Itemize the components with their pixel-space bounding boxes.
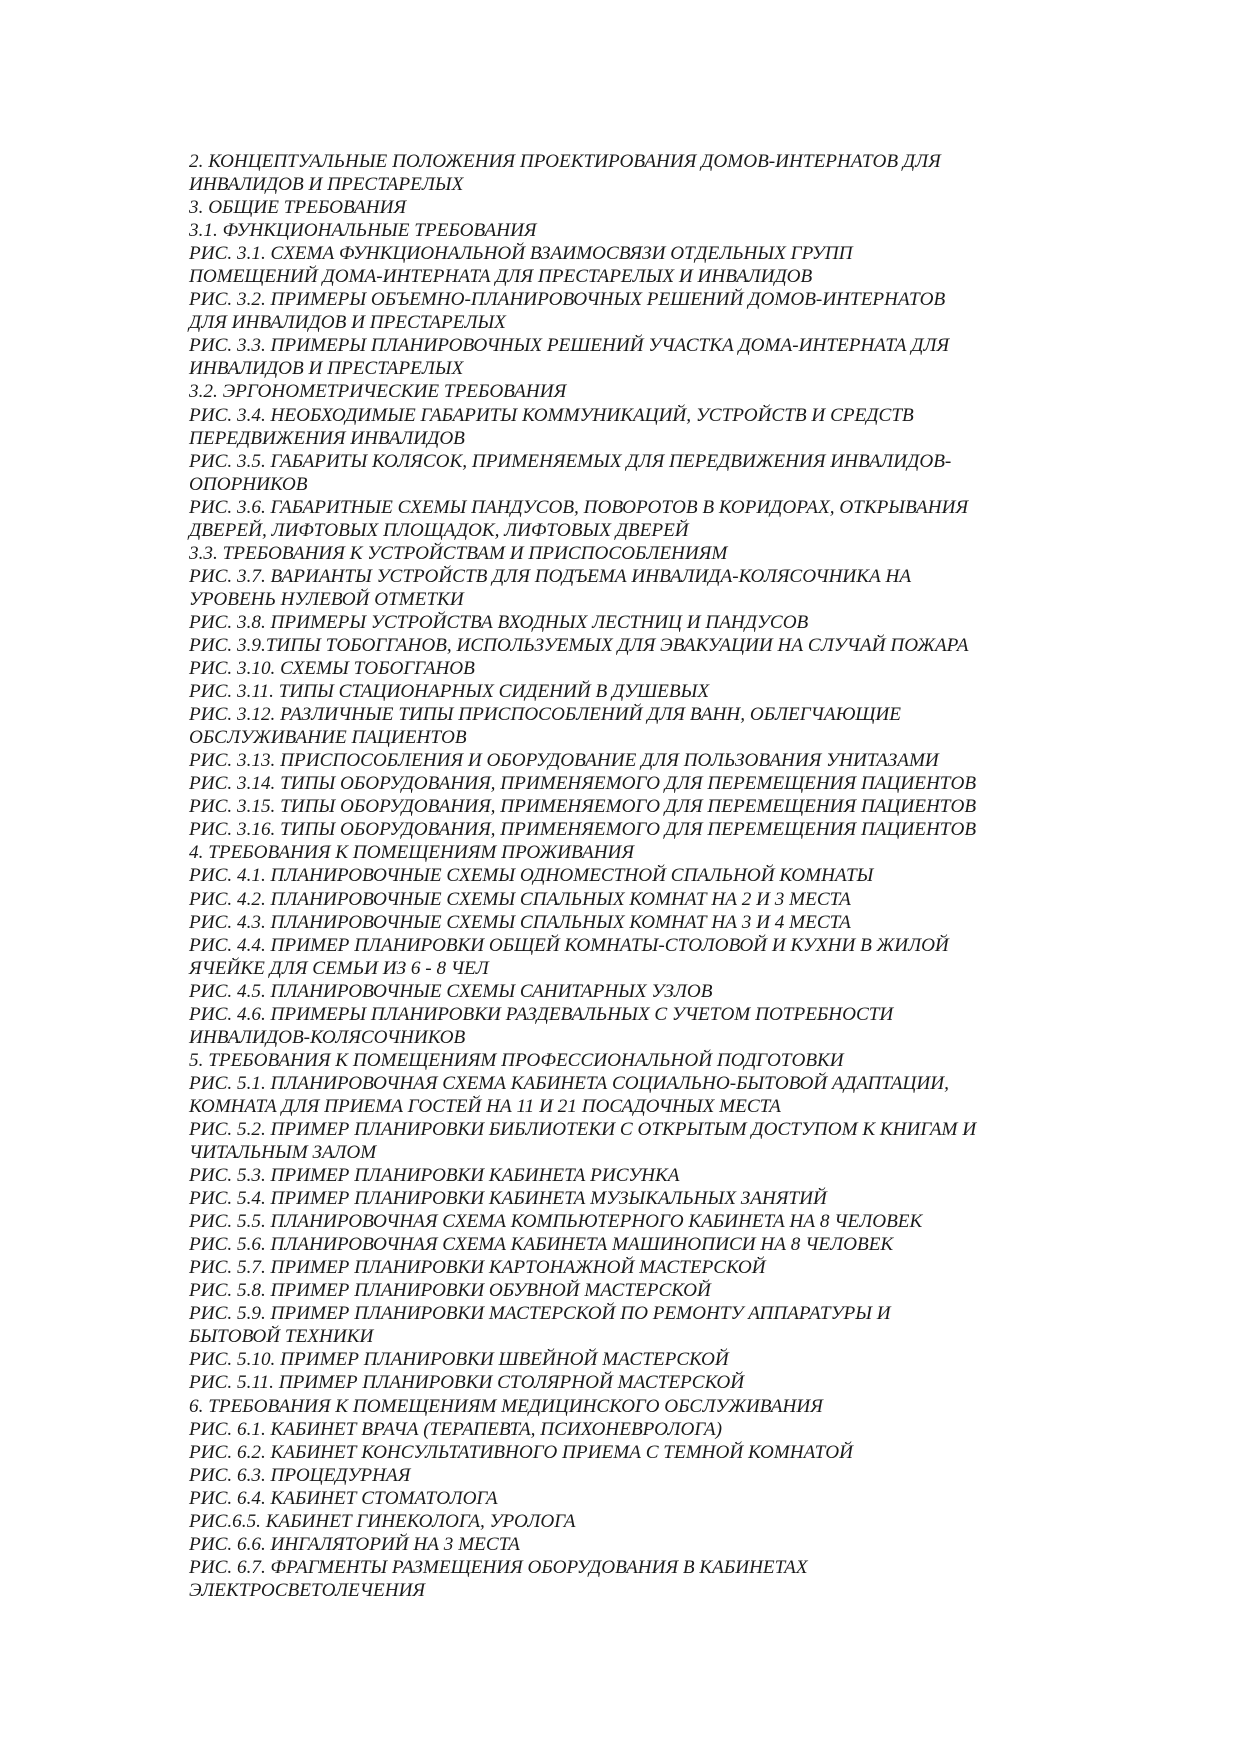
toc-line: РИС. 4.1. ПЛАНИРОВОЧНЫЕ СХЕМЫ ОДНОМЕСТНОЙ СПАЛЬНОЙ КОМНАТЫ (189, 865, 874, 887)
toc-line: РИС. 3.10. СХЕМЫ ТОБОГГАНОВ (189, 658, 475, 680)
toc-line: 6. ТРЕБОВАНИЯ К ПОМЕЩЕНИЯМ МЕДИЦИНСКОГО ОБСЛУЖИВАНИЯ (189, 1395, 823, 1417)
toc-line: РИС. 6.2. КАБИНЕТ КОНСУЛЬТАТИВНОГО ПРИЕМА С ТЕМНОЙ КОМНАТОЙ (189, 1441, 853, 1463)
toc-line: РИС. 3.3. ПРИМЕРЫ ПЛАНИРОВОЧНЫХ РЕШЕНИЙ УЧАСТКА ДОМА-ИНТЕРНАТА ДЛЯ (189, 335, 950, 357)
toc-line: ИНВАЛИДОВ-КОЛЯСОЧНИКОВ (189, 1026, 466, 1048)
toc-line: РИС. 3.13. ПРИСПОСОБЛЕНИЯ И ОБОРУДОВАНИЕ ДЛЯ ПОЛЬЗОВАНИЯ УНИТАЗАМИ (189, 750, 939, 772)
toc-line: РИС. 3.15. ТИПЫ ОБОРУДОВАНИЯ, ПРИМЕНЯЕМОГО ДЛЯ ПЕРЕМЕЩЕНИЯ ПАЦИЕНТОВ (189, 796, 977, 818)
toc-line: РИС. 3.6. ГАБАРИТНЫЕ СХЕМЫ ПАНДУСОВ, ПОВОРОТОВ В КОРИДОРАХ, ОТКРЫВАНИЯ (189, 496, 969, 518)
toc-line: РИС. 5.3. ПРИМЕР ПЛАНИРОВКИ КАБИНЕТА РИСУНКА (189, 1165, 680, 1187)
toc-line: ОБСЛУЖИВАНИЕ ПАЦИЕНТОВ (189, 727, 467, 749)
toc-line: РИС. 4.2. ПЛАНИРОВОЧНЫЕ СХЕМЫ СПАЛЬНЫХ КОМНАТ НА 2 И 3 МЕСТА (189, 888, 851, 910)
toc-line: РИС. 3.12. РАЗЛИЧНЫЕ ТИПЫ ПРИСПОСОБЛЕНИЙ ДЛЯ ВАНН, ОБЛЕГЧАЮЩИЕ (189, 704, 901, 726)
toc-line: ЧИТАЛЬНЫМ ЗАЛОМ (189, 1142, 377, 1164)
toc-line: РИС. 5.7. ПРИМЕР ПЛАНИРОВКИ КАРТОНАЖНОЙ МАСТЕРСКОЙ (189, 1257, 766, 1279)
toc-line: ПОМЕЩЕНИЙ ДОМА-ИНТЕРНАТА ДЛЯ ПРЕСТАРЕЛЫХ И ИНВАЛИДОВ (189, 266, 813, 288)
toc-line: БЫТОВОЙ ТЕХНИКИ (189, 1326, 374, 1348)
toc-line: РИС. 6.3. ПРОЦЕДУРНАЯ (189, 1464, 411, 1486)
toc-line: РИС. 6.7. ФРАГМЕНТЫ РАЗМЕЩЕНИЯ ОБОРУДОВАНИЯ В КАБИНЕТАХ (189, 1556, 808, 1578)
toc-line: ДВЕРЕЙ, ЛИФТОВЫХ ПЛОЩАДОК, ЛИФТОВЫХ ДВЕРЕЙ (189, 519, 689, 541)
toc-line: РИС. 6.4. КАБИНЕТ СТОМАТОЛОГА (189, 1487, 498, 1509)
toc-line: ПЕРЕДВИЖЕНИЯ ИНВАЛИДОВ (189, 427, 465, 449)
toc-line: РИС. 5.2. ПРИМЕР ПЛАНИРОВКИ БИБЛИОТЕКИ С ОТКРЫТЫМ ДОСТУПОМ К КНИГАМ И (189, 1118, 977, 1140)
toc-line: РИС. 4.6. ПРИМЕРЫ ПЛАНИРОВКИ РАЗДЕВАЛЬНЫХ С УЧЕТОМ ПОТРЕБНОСТИ (189, 1003, 894, 1025)
toc-line: РИС. 5.6. ПЛАНИРОВОЧНАЯ СХЕМА КАБИНЕТА МАШИНОПИСИ НА 8 ЧЕЛОВЕК (189, 1234, 894, 1256)
toc-line: РИС. 3.2. ПРИМЕРЫ ОБЪЕМНО-ПЛАНИРОВОЧНЫХ РЕШЕНИЙ ДОМОВ-ИНТЕРНАТОВ (189, 289, 946, 311)
toc-line: РИС. 3.7. ВАРИАНТЫ УСТРОЙСТВ ДЛЯ ПОДЪЕМА ИНВАЛИДА-КОЛЯСОЧНИКА НА (189, 565, 912, 587)
toc-line: РИС. 3.14. ТИПЫ ОБОРУДОВАНИЯ, ПРИМЕНЯЕМОГО ДЛЯ ПЕРЕМЕЩЕНИЯ ПАЦИЕНТОВ (189, 773, 977, 795)
toc-line: РИС. 3.11. ТИПЫ СТАЦИОНАРНЫХ СИДЕНИЙ В ДУШЕВЫХ (189, 681, 710, 703)
toc-line: РИС. 4.4. ПРИМЕР ПЛАНИРОВКИ ОБЩЕЙ КОМНАТЫ-СТОЛОВОЙ И КУХНИ В ЖИЛОЙ (189, 934, 949, 956)
toc-line: РИС. 5.9. ПРИМЕР ПЛАНИРОВКИ МАСТЕРСКОЙ ПО РЕМОНТУ АППАРАТУРЫ И (189, 1303, 891, 1325)
toc-line: РИС. 3.8. ПРИМЕРЫ УСТРОЙСТВА ВХОДНЫХ ЛЕСТНИЦ И ПАНДУСОВ (189, 611, 809, 633)
toc-line: КОМНАТА ДЛЯ ПРИЕМА ГОСТЕЙ НА 11 И 21 ПОСАДОЧНЫХ МЕСТА (189, 1095, 781, 1117)
toc-line: РИС. 6.1. КАБИНЕТ ВРАЧА (ТЕРАПЕВТА, ПСИХОНЕВРОЛОГА) (189, 1418, 722, 1440)
toc-line: 3.2. ЭРГОНОМЕТРИЧЕСКИЕ ТРЕБОВАНИЯ (189, 381, 567, 403)
toc-line: РИС. 3.16. ТИПЫ ОБОРУДОВАНИЯ, ПРИМЕНЯЕМОГО ДЛЯ ПЕРЕМЕЩЕНИЯ ПАЦИЕНТОВ (189, 819, 977, 841)
toc-line: ОПОРНИКОВ (189, 473, 308, 495)
toc-line: ИНВАЛИДОВ И ПРЕСТАРЕЛЫХ (189, 358, 464, 380)
toc-line: 2. КОНЦЕПТУАЛЬНЫЕ ПОЛОЖЕНИЯ ПРОЕКТИРОВАНИЯ ДОМОВ-ИНТЕРНАТОВ ДЛЯ (189, 151, 941, 172)
toc-line: РИС. 3.5. ГАБАРИТЫ КОЛЯСОК, ПРИМЕНЯЕМЫХ ДЛЯ ПЕРЕДВИЖЕНИЯ ИНВАЛИДОВ- (189, 450, 952, 472)
toc-line: РИС. 5.4. ПРИМЕР ПЛАНИРОВКИ КАБИНЕТА МУЗЫКАЛЬНЫХ ЗАНЯТИЙ (189, 1188, 827, 1210)
toc-line: РИС. 5.1. ПЛАНИРОВОЧНАЯ СХЕМА КАБИНЕТА СОЦИАЛЬНО-БЫТОВОЙ АДАПТАЦИИ, (189, 1072, 949, 1094)
toc-line: 3. ОБЩИЕ ТРЕБОВАНИЯ (189, 197, 407, 219)
toc-line: 5. ТРЕБОВАНИЯ К ПОМЕЩЕНИЯМ ПРОФЕССИОНАЛЬНОЙ ПОДГОТОВКИ (189, 1049, 844, 1071)
toc-line: РИС. 5.5. ПЛАНИРОВОЧНАЯ СХЕМА КОМПЬЮТЕРНОГО КАБИНЕТА НА 8 ЧЕЛОВЕК (189, 1211, 923, 1233)
toc-line: РИС. 5.10. ПРИМЕР ПЛАНИРОВКИ ШВЕЙНОЙ МАСТЕРСКОЙ (189, 1349, 729, 1371)
toc-line: РИС. 4.5. ПЛАНИРОВОЧНЫЕ СХЕМЫ САНИТАРНЫХ УЗЛОВ (189, 980, 713, 1002)
toc-line: 4. ТРЕБОВАНИЯ К ПОМЕЩЕНИЯМ ПРОЖИВАНИЯ (189, 842, 635, 864)
table-of-contents (189, 150, 1069, 1602)
toc-line: 3.1. ФУНКЦИОНАЛЬНЫЕ ТРЕБОВАНИЯ (189, 220, 537, 242)
toc-line: 3.3. ТРЕБОВАНИЯ К УСТРОЙСТВАМ И ПРИСПОСОБЛЕНИЯМ (189, 542, 728, 564)
toc-line: РИС. 5.11. ПРИМЕР ПЛАНИРОВКИ СТОЛЯРНОЙ МАСТЕРСКОЙ (189, 1372, 745, 1394)
toc-line: РИС. 3.1. СХЕМА ФУНКЦИОНАЛЬНОЙ ВЗАИМОСВЯЗИ ОТДЕЛЬНЫХ ГРУПП (189, 243, 853, 265)
toc-line: ЯЧЕЙКЕ ДЛЯ СЕМЬИ ИЗ 6 - 8 ЧЕЛ (189, 957, 489, 979)
toc-line: РИС. 3.4. НЕОБХОДИМЫЕ ГАБАРИТЫ КОММУНИКАЦИЙ, УСТРОЙСТВ И СРЕДСТВ (189, 404, 914, 426)
toc-line: РИС.6.5. КАБИНЕТ ГИНЕКОЛОГА, УРОЛОГА (189, 1510, 576, 1532)
toc-line: ДЛЯ ИНВАЛИДОВ И ПРЕСТАРЕЛЫХ (189, 312, 506, 334)
toc-line: ЭЛЕКТРОСВЕТОЛЕЧЕНИЯ (189, 1579, 426, 1601)
toc-line: РИС. 3.9.ТИПЫ ТОБОГГАНОВ, ИСПОЛЬЗУЕМЫХ ДЛЯ ЭВАКУАЦИИ НА СЛУЧАЙ ПОЖАРА (189, 634, 969, 656)
toc-line: УРОВЕНЬ НУЛЕВОЙ ОТМЕТКИ (189, 588, 464, 610)
toc-line: РИС. 6.6. ИНГАЛЯТОРИЙ НА 3 МЕСТА (189, 1533, 520, 1555)
toc-line: РИС. 5.8. ПРИМЕР ПЛАНИРОВКИ ОБУВНОЙ МАСТЕРСКОЙ (189, 1280, 711, 1302)
toc-line: РИС. 4.3. ПЛАНИРОВОЧНЫЕ СХЕМЫ СПАЛЬНЫХ КОМНАТ НА 3 И 4 МЕСТА (189, 911, 851, 933)
toc-line: ИНВАЛИДОВ И ПРЕСТАРЕЛЫХ (189, 174, 464, 196)
